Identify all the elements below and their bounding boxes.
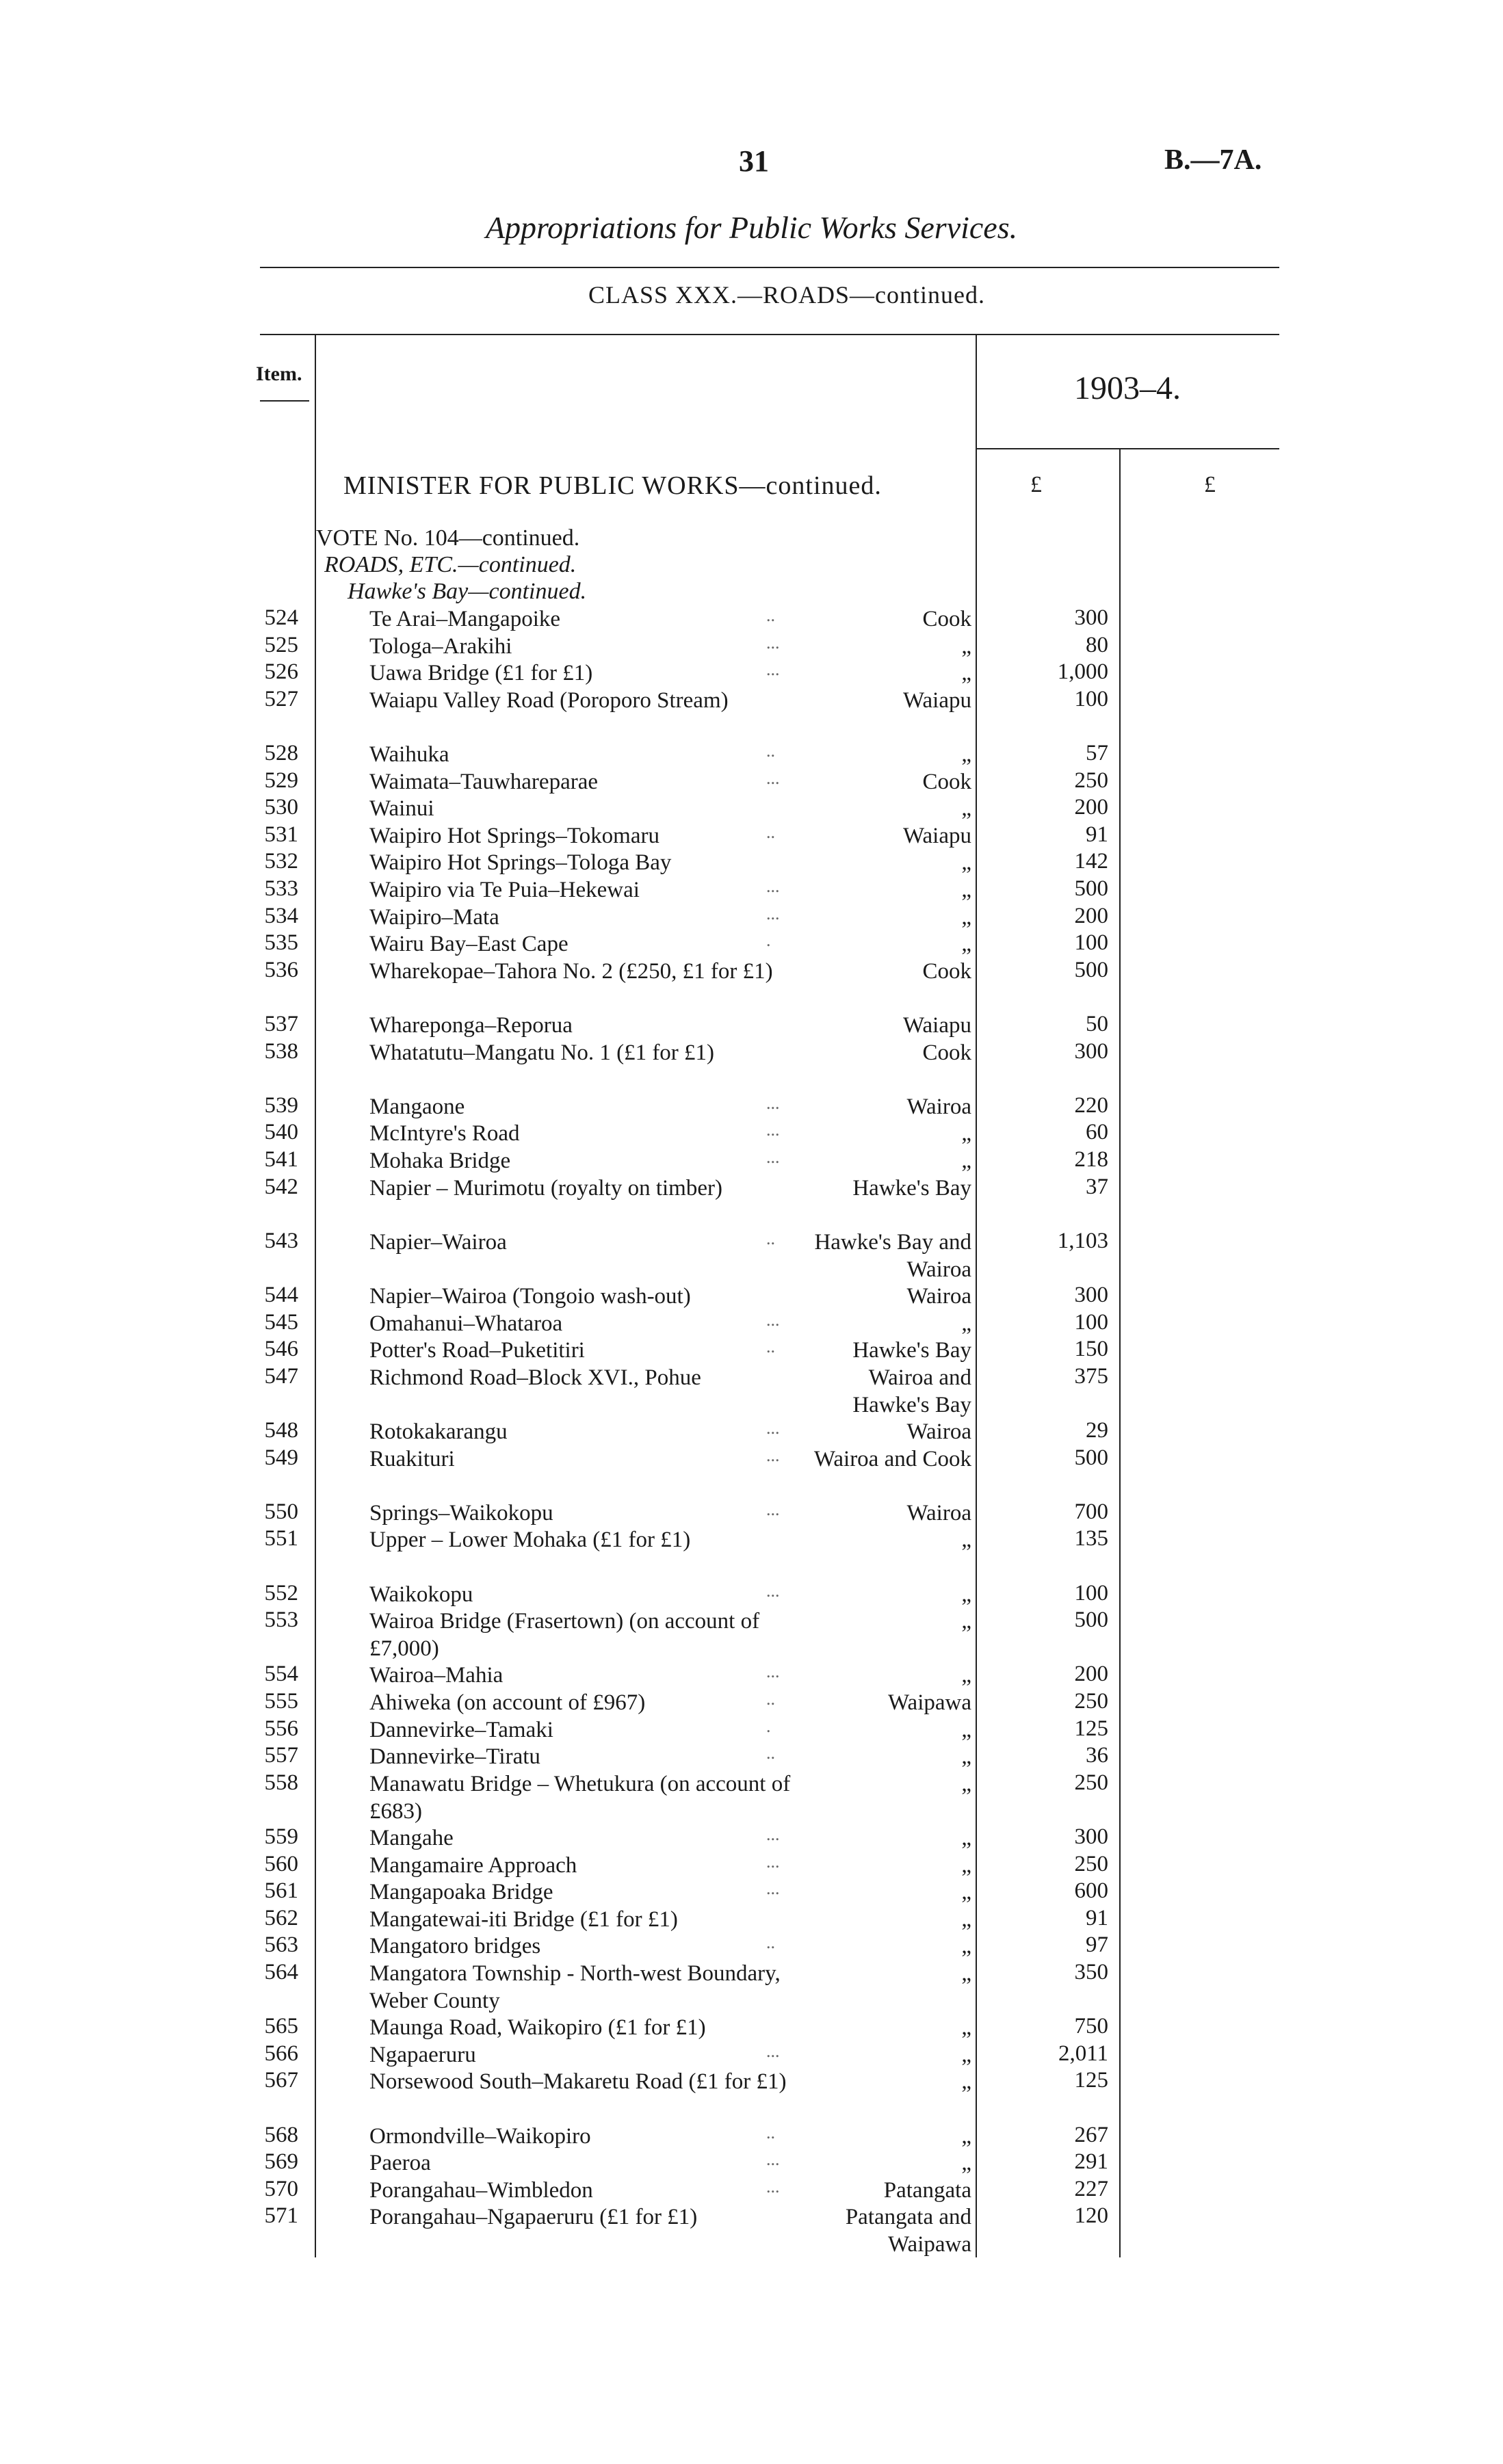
- leader-dots: ...: [766, 903, 780, 923]
- class-heading: CLASS XXX.—ROADS—continued.: [588, 281, 986, 309]
- road-description: Tologa–Arakihi: [369, 633, 512, 659]
- road-description: Wairoa–Mahia: [369, 1663, 504, 1688]
- road-description: Norsewood South–Makaretu Road (£1 for £1): [369, 2069, 787, 2095]
- district-name: „: [961, 742, 971, 767]
- item-number: 532: [264, 849, 298, 874]
- leader-dots: ...: [766, 1147, 780, 1167]
- road-description: Waimata–Tauwhareparae: [369, 769, 598, 794]
- item-number: 526: [264, 659, 298, 685]
- item-number: 544: [264, 1283, 298, 1307]
- column-divider-district: [976, 335, 977, 2257]
- leader-dots: ...: [766, 1092, 780, 1113]
- item-number: 549: [264, 1445, 298, 1470]
- road-description: Waikokopu: [369, 1582, 473, 1607]
- item-number: 533: [264, 876, 298, 901]
- amount: 227: [1074, 2176, 1108, 2201]
- leader-dots: ...: [766, 1120, 780, 1140]
- district-name: Waiapu: [903, 823, 971, 848]
- road-description: Waihuka: [369, 742, 449, 767]
- district-name: Wairoa and Hawke's Bay: [852, 1365, 971, 1417]
- item-number: 530: [264, 795, 298, 820]
- road-description: Te Arai–Mangapoike: [369, 607, 561, 631]
- district-name: „: [961, 904, 971, 930]
- amount: 36: [1086, 1743, 1108, 1768]
- district-name: „: [961, 1609, 971, 1634]
- item-number: 541: [264, 1147, 298, 1172]
- item-number: 546: [264, 1337, 298, 1362]
- amount: 300: [1074, 1038, 1108, 1064]
- amount: 300: [1074, 1283, 1108, 1307]
- item-number: 524: [264, 605, 298, 630]
- amount: 120: [1074, 2203, 1108, 2229]
- road-description: Manawatu Bridge – Whetukura (on account of £683): [369, 1771, 791, 1824]
- amount: 60: [1086, 1120, 1108, 1145]
- amount: 600: [1074, 1878, 1108, 1904]
- district-heading: Hawke's Bay—continued.: [348, 579, 587, 604]
- item-number: 568: [264, 2122, 298, 2147]
- amount: 125: [1074, 2068, 1108, 2093]
- item-number: 538: [264, 1038, 298, 1064]
- item-number: 555: [264, 1689, 298, 1714]
- amount: 218: [1074, 1147, 1108, 1172]
- road-description: McIntyre's Road: [369, 1121, 520, 1146]
- leader-dots: ...: [766, 876, 780, 896]
- item-number: 537: [264, 1012, 298, 1036]
- leader-dots: ...: [766, 1580, 780, 1601]
- amount: 300: [1074, 1824, 1108, 1849]
- amount: 91: [1086, 1905, 1108, 1930]
- district-name: Wairoa and Cook: [813, 1446, 971, 1471]
- road-description: Mohaka Bridge: [369, 1149, 511, 1173]
- item-number: 531: [264, 822, 298, 847]
- year-header-rule: [976, 448, 1279, 449]
- leader-dots: ...: [766, 1662, 780, 1682]
- road-description: Wharekopae–Tahora No. 2 (£250, £1 for £1): [369, 958, 773, 984]
- item-number: 545: [264, 1309, 298, 1335]
- road-description: Springs–Waikokopu: [369, 1500, 553, 1525]
- top-rule: [260, 267, 1279, 268]
- amount: 500: [1074, 1445, 1108, 1470]
- leader-dots: ..: [766, 2122, 775, 2142]
- leader-dots: ..: [766, 1228, 775, 1248]
- item-number: 527: [264, 686, 298, 711]
- road-description: Rotokakarangu: [369, 1419, 508, 1444]
- item-number: 552: [264, 1580, 298, 1605]
- road-description: Wainui: [369, 796, 434, 822]
- district-name: „: [961, 661, 971, 686]
- column-divider-amount: [1119, 448, 1121, 2257]
- item-number: 529: [264, 768, 298, 793]
- road-description: Uawa Bridge (£1 for £1): [369, 661, 593, 686]
- road-description: Napier – Murimotu (royalty on timber): [369, 1175, 722, 1201]
- district-name: „: [961, 1906, 971, 1932]
- item-number: 565: [264, 2014, 298, 2039]
- district-name: Hawke's Bay: [852, 1338, 971, 1363]
- road-description: Mangatora Township - North-west Boundary, Weber County: [369, 1961, 781, 2013]
- vote-heading: VOTE No. 104—continued.: [316, 525, 580, 551]
- district-name: Cook: [922, 958, 971, 984]
- item-number: 557: [264, 1743, 298, 1768]
- district-name: „: [961, 1880, 971, 1905]
- road-description: Napier–Wairoa (Tongoio wash-out): [369, 1284, 691, 1309]
- item-number: 540: [264, 1120, 298, 1145]
- item-number: 536: [264, 957, 298, 982]
- item-number: 535: [264, 930, 298, 956]
- amount: 250: [1074, 1851, 1108, 1876]
- district-name: „: [961, 796, 971, 822]
- district-name: Hawke's Bay and Wairoa: [814, 1229, 971, 1282]
- item-number: 543: [264, 1228, 298, 1253]
- leader-dots: ...: [766, 1878, 780, 1899]
- district-name: „: [961, 1961, 971, 1986]
- district-name: „: [961, 1663, 971, 1688]
- district-name: Wairoa: [906, 1500, 971, 1525]
- amount: 37: [1086, 1174, 1108, 1199]
- road-description: Dannevirke–Tamaki: [369, 1717, 553, 1742]
- district-name: Waiapu: [903, 1013, 971, 1038]
- item-number: 556: [264, 1716, 298, 1741]
- amount: 200: [1074, 903, 1108, 928]
- road-description: Mangahe: [369, 1826, 454, 1850]
- leader-dots: ..: [766, 822, 775, 842]
- leader-dots: ...: [766, 1445, 780, 1465]
- amount: 2,011: [1058, 2041, 1108, 2066]
- leader-dots: ...: [766, 2041, 780, 2061]
- road-description: Ormondville–Waikopiro: [369, 2123, 591, 2149]
- leader-dots: ...: [766, 1418, 780, 1438]
- amount: 100: [1074, 1309, 1108, 1335]
- pound-column-2-header: £: [1204, 472, 1216, 497]
- road-description: Wairoa Bridge (Frasertown) (on account of £7,000): [369, 1609, 760, 1662]
- leader-dots: .: [766, 1716, 771, 1736]
- road-description: Waipiro via Te Puia–Hekewai: [369, 878, 640, 902]
- district-name: „: [961, 1852, 971, 1878]
- leader-dots: ...: [766, 2149, 780, 2170]
- pound-column-1-header: £: [1030, 472, 1042, 497]
- item-number: 562: [264, 1905, 298, 1930]
- road-description: Maunga Road, Waikopiro (£1 for £1): [369, 2015, 706, 2041]
- district-name: Patangata: [883, 2177, 971, 2203]
- item-number: 558: [264, 1770, 298, 1795]
- amount: 1,103: [1057, 1228, 1108, 1253]
- road-description: Ahiweka (on account of £967): [369, 1690, 646, 1715]
- leader-dots: ...: [766, 632, 780, 653]
- road-description: Dannevirke–Tiratu: [369, 1744, 540, 1770]
- amount: 57: [1086, 741, 1108, 765]
- amount: 250: [1074, 1689, 1108, 1714]
- amount: 50: [1086, 1012, 1108, 1036]
- road-description: Porangahau–Ngapaeruru (£1 for £1): [369, 2205, 698, 2230]
- amount: 142: [1074, 849, 1108, 874]
- leader-dots: ...: [766, 2176, 780, 2197]
- item-column-header: Item.: [256, 363, 302, 385]
- district-name: Wairoa: [906, 1284, 971, 1309]
- amount: 267: [1074, 2122, 1108, 2147]
- road-description: Porangahau–Wimbledon: [369, 2177, 593, 2203]
- item-number: 554: [264, 1662, 298, 1687]
- district-name: „: [961, 633, 971, 659]
- road-description: Ngapaeruru: [369, 2042, 476, 2067]
- district-name: Cook: [922, 1040, 971, 1065]
- district-name: „: [961, 2123, 971, 2149]
- road-description: Waipiro Hot Springs–Tologa Bay: [369, 850, 672, 876]
- district-name: „: [961, 2042, 971, 2067]
- district-name: Wairoa: [906, 1094, 971, 1119]
- amount: 700: [1074, 1499, 1108, 1524]
- item-number: 570: [264, 2176, 298, 2201]
- amount: 291: [1074, 2149, 1108, 2175]
- amount: 500: [1074, 1608, 1108, 1633]
- district-name: „: [961, 2069, 971, 2095]
- road-description: Waipiro Hot Springs–Tokomaru: [369, 823, 659, 848]
- item-number: 560: [264, 1851, 298, 1876]
- item-number: 528: [264, 741, 298, 765]
- amount: 91: [1086, 822, 1108, 847]
- amount: 125: [1074, 1716, 1108, 1741]
- road-description: Mangatewai-iti Bridge (£1 for £1): [369, 1906, 678, 1932]
- district-name: „: [961, 1121, 971, 1146]
- road-description: Waiapu Valley Road (Poroporo Stream): [369, 687, 729, 713]
- column-divider-item: [315, 335, 316, 2257]
- item-number: 559: [264, 1824, 298, 1849]
- road-description: Mangamaire Approach: [369, 1852, 577, 1878]
- road-description: Potter's Road–Puketitiri: [369, 1338, 585, 1363]
- road-description: Wairu Bay–East Cape: [369, 932, 568, 957]
- leader-dots: ...: [766, 1499, 780, 1519]
- item-number: 563: [264, 1932, 298, 1958]
- item-number: 525: [264, 632, 298, 657]
- amount: 500: [1074, 876, 1108, 901]
- district-name: „: [961, 1826, 971, 1850]
- leader-dots: ...: [766, 768, 780, 788]
- header-rule: [260, 334, 1279, 335]
- road-description: Paeroa: [369, 2151, 431, 2176]
- district-name: „: [961, 878, 971, 902]
- leader-dots: .: [766, 930, 771, 951]
- item-number: 553: [264, 1608, 298, 1633]
- amount: 29: [1086, 1418, 1108, 1443]
- page-number: 31: [739, 144, 769, 178]
- road-description: Omahanui–Whataroa: [369, 1311, 563, 1336]
- amount: 500: [1074, 957, 1108, 982]
- item-number: 542: [264, 1174, 298, 1199]
- road-description: Waipiro–Mata: [369, 904, 499, 930]
- road-description: Napier–Wairoa: [369, 1229, 507, 1255]
- leader-dots: ..: [766, 1932, 775, 1953]
- item-number: 539: [264, 1092, 298, 1118]
- district-name: „: [961, 2015, 971, 2041]
- leader-dots: ..: [766, 1689, 775, 1709]
- district-name: „: [961, 1311, 971, 1336]
- leader-dots: ..: [766, 741, 775, 761]
- road-description: Ruakituri: [369, 1446, 455, 1471]
- item-number: 551: [264, 1526, 298, 1551]
- road-description: Richmond Road–Block XVI., Pohue: [369, 1365, 701, 1390]
- road-description: Mangapoaka Bridge: [369, 1880, 553, 1905]
- road-description: Mangaone: [369, 1094, 465, 1119]
- leader-dots: ...: [766, 1824, 780, 1844]
- road-description: Wharepongа–Reporua: [369, 1013, 573, 1038]
- district-name: „: [961, 932, 971, 957]
- amount: 100: [1074, 1580, 1108, 1605]
- leader-dots: ..: [766, 1337, 775, 1357]
- item-header-underline: [260, 400, 309, 402]
- year-column-header: 1903–4.: [1074, 370, 1181, 406]
- item-number: 566: [264, 2041, 298, 2066]
- district-name: Cook: [922, 607, 971, 631]
- leader-dots: ...: [766, 659, 780, 680]
- item-number: 561: [264, 1878, 298, 1904]
- district-name: „: [961, 850, 971, 876]
- roads-heading: ROADS, ETC.—continued.: [324, 552, 577, 577]
- leader-dots: ..: [766, 605, 775, 625]
- district-name: Cook: [922, 769, 971, 794]
- item-number: 534: [264, 903, 298, 928]
- minister-heading: MINISTER FOR PUBLIC WORKS—continued.: [343, 471, 882, 500]
- district-name: „: [961, 1771, 971, 1796]
- item-number: 550: [264, 1499, 298, 1524]
- item-number: 571: [264, 2203, 298, 2229]
- item-number: 548: [264, 1418, 298, 1443]
- district-name: „: [961, 1149, 971, 1173]
- amount: 200: [1074, 795, 1108, 820]
- district-name: „: [961, 2151, 971, 2176]
- road-description: Mangatoro bridges: [369, 1934, 541, 1959]
- amount: 300: [1074, 605, 1108, 630]
- district-name: „: [961, 1744, 971, 1770]
- amount: 220: [1074, 1092, 1108, 1118]
- item-number: 567: [264, 2068, 298, 2093]
- amount: 97: [1086, 1932, 1108, 1958]
- amount: 100: [1074, 930, 1108, 956]
- district-name: Hawke's Bay: [852, 1175, 971, 1201]
- amount: 750: [1074, 2014, 1108, 2039]
- district-name: „: [961, 1582, 971, 1607]
- item-number: 564: [264, 1960, 298, 1984]
- district-name: Patangata and Waipawa: [845, 2205, 971, 2257]
- document-reference: B.—7A.: [1164, 144, 1262, 176]
- item-number: 569: [264, 2149, 298, 2175]
- leader-dots: ...: [766, 1851, 780, 1872]
- amount: 350: [1074, 1960, 1108, 1984]
- district-name: Wairoa: [906, 1419, 971, 1444]
- item-number: 547: [264, 1363, 298, 1389]
- amount: 135: [1074, 1526, 1108, 1551]
- leader-dots: ...: [766, 1309, 780, 1330]
- page-title: Appropriations for Public Works Services.: [485, 210, 1018, 245]
- district-name: Waipawa: [888, 1690, 971, 1715]
- amount: 250: [1074, 1770, 1108, 1795]
- amount: 250: [1074, 768, 1108, 793]
- road-description: Whatatutu–Mangatu No. 1 (£1 for £1): [369, 1040, 715, 1065]
- amount: 150: [1074, 1337, 1108, 1362]
- amount: 100: [1074, 686, 1108, 711]
- district-name: „: [961, 1528, 971, 1553]
- district-name: „: [961, 1934, 971, 1959]
- amount: 1,000: [1057, 659, 1108, 685]
- amount: 200: [1074, 1662, 1108, 1687]
- road-description: Upper – Lower Mohaka (£1 for £1): [369, 1528, 691, 1553]
- amount: 375: [1074, 1363, 1108, 1389]
- district-name: „: [961, 1717, 971, 1742]
- leader-dots: ..: [766, 1743, 775, 1764]
- district-name: Waiapu: [903, 687, 971, 713]
- amount: 80: [1086, 632, 1108, 657]
